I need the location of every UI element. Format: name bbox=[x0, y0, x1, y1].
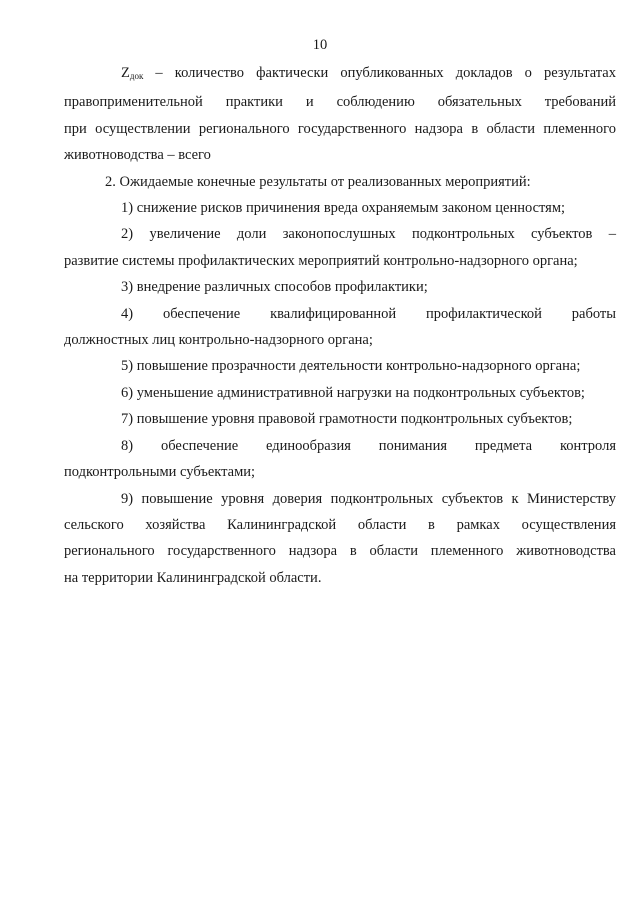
result-item-first-line bbox=[64, 486, 616, 512]
result-item-continuation-line: подконтрольными субъектами; bbox=[64, 464, 256, 481]
results-list bbox=[64, 195, 616, 591]
result-item-continuation-line: на территории Калининградской области. bbox=[64, 569, 322, 586]
result-item-number: 4) bbox=[121, 305, 134, 322]
result-item-text: повышение прозрачности деятельности контрольно-надзорного органа; bbox=[136, 358, 581, 375]
result-item-continuation-line: развитие системы профилактических мероприятий контрольно-надзорного органа; bbox=[64, 252, 578, 269]
result-item bbox=[64, 380, 616, 406]
result-item bbox=[64, 221, 616, 274]
result-item-first-line bbox=[64, 433, 616, 459]
definition-line-1-text: – количество фактически опубликованных докладов о результатах bbox=[143, 65, 616, 81]
definition-line-1 bbox=[64, 60, 616, 89]
result-item bbox=[64, 301, 616, 354]
page-number: 10 bbox=[312, 37, 328, 53]
result-item bbox=[64, 406, 616, 432]
definition-line-4: животноводства – всего bbox=[64, 147, 211, 164]
result-item-continuation-line: регионального государственного надзора в области племенного животноводства bbox=[64, 543, 616, 560]
result-item-number: 9) bbox=[121, 490, 134, 507]
result-item-number: 5) bbox=[121, 358, 134, 375]
definition-subscript: док bbox=[129, 71, 144, 81]
result-item bbox=[64, 433, 616, 486]
result-item-number: 7) bbox=[121, 411, 134, 428]
result-item bbox=[64, 353, 616, 379]
result-item-text: повышение уровня правовой грамотности подконтрольных субъектов; bbox=[136, 411, 573, 428]
result-item bbox=[64, 486, 616, 592]
result-item-number: 6) bbox=[121, 384, 134, 401]
result-item-number: 1) bbox=[121, 200, 134, 217]
result-item-number: 8) bbox=[121, 437, 134, 454]
result-item bbox=[64, 195, 616, 221]
result-item-continuation-line: должностных лиц контрольно-надзорного органа; bbox=[64, 332, 373, 349]
result-item-text: увеличение доли законопослушных подконтрольных субъектов – bbox=[149, 226, 617, 243]
result-item-text: снижение рисков причинения вреда охраняемым законом ценностям; bbox=[136, 200, 566, 217]
definition-symbol: Z bbox=[121, 65, 130, 81]
result-item-first-line bbox=[64, 301, 616, 327]
section-2-heading: 2. Ожидаемые конечные результаты от реализованных мероприятий: bbox=[105, 173, 531, 190]
definition-paragraph bbox=[64, 60, 616, 169]
result-item-number: 3) bbox=[121, 279, 134, 296]
result-item-continuation-line: сельского хозяйства Калининградской области в рамках осуществления bbox=[64, 516, 616, 533]
result-item-text: внедрение различных способов профилактики; bbox=[136, 279, 428, 296]
definition-line-2: правоприменительной практики и соблюдению обязательных требований bbox=[64, 94, 616, 111]
result-item-first-line bbox=[64, 406, 616, 432]
section-2-heading-paragraph bbox=[64, 169, 616, 195]
result-item-text: обеспечение квалифицированной профилактической работы bbox=[163, 305, 617, 322]
result-item-text: уменьшение административной нагрузки на подконтрольных субъектов; bbox=[136, 384, 585, 401]
result-item-text: обеспечение единообразия понимания предмета контроля bbox=[160, 437, 616, 454]
result-item-first-line bbox=[64, 380, 616, 406]
page-content bbox=[64, 60, 616, 591]
result-item bbox=[64, 274, 616, 300]
result-item-first-line bbox=[64, 221, 616, 247]
result-item-first-line bbox=[64, 274, 616, 300]
definition-line-3: при осуществлении регионального государственного надзора в области племенного bbox=[64, 120, 616, 137]
result-item-first-line bbox=[64, 353, 616, 379]
result-item-number: 2) bbox=[121, 226, 134, 243]
result-item-first-line bbox=[64, 195, 616, 221]
result-item-text: повышение уровня доверия подконтрольных субъектов к Министерству bbox=[141, 490, 617, 507]
